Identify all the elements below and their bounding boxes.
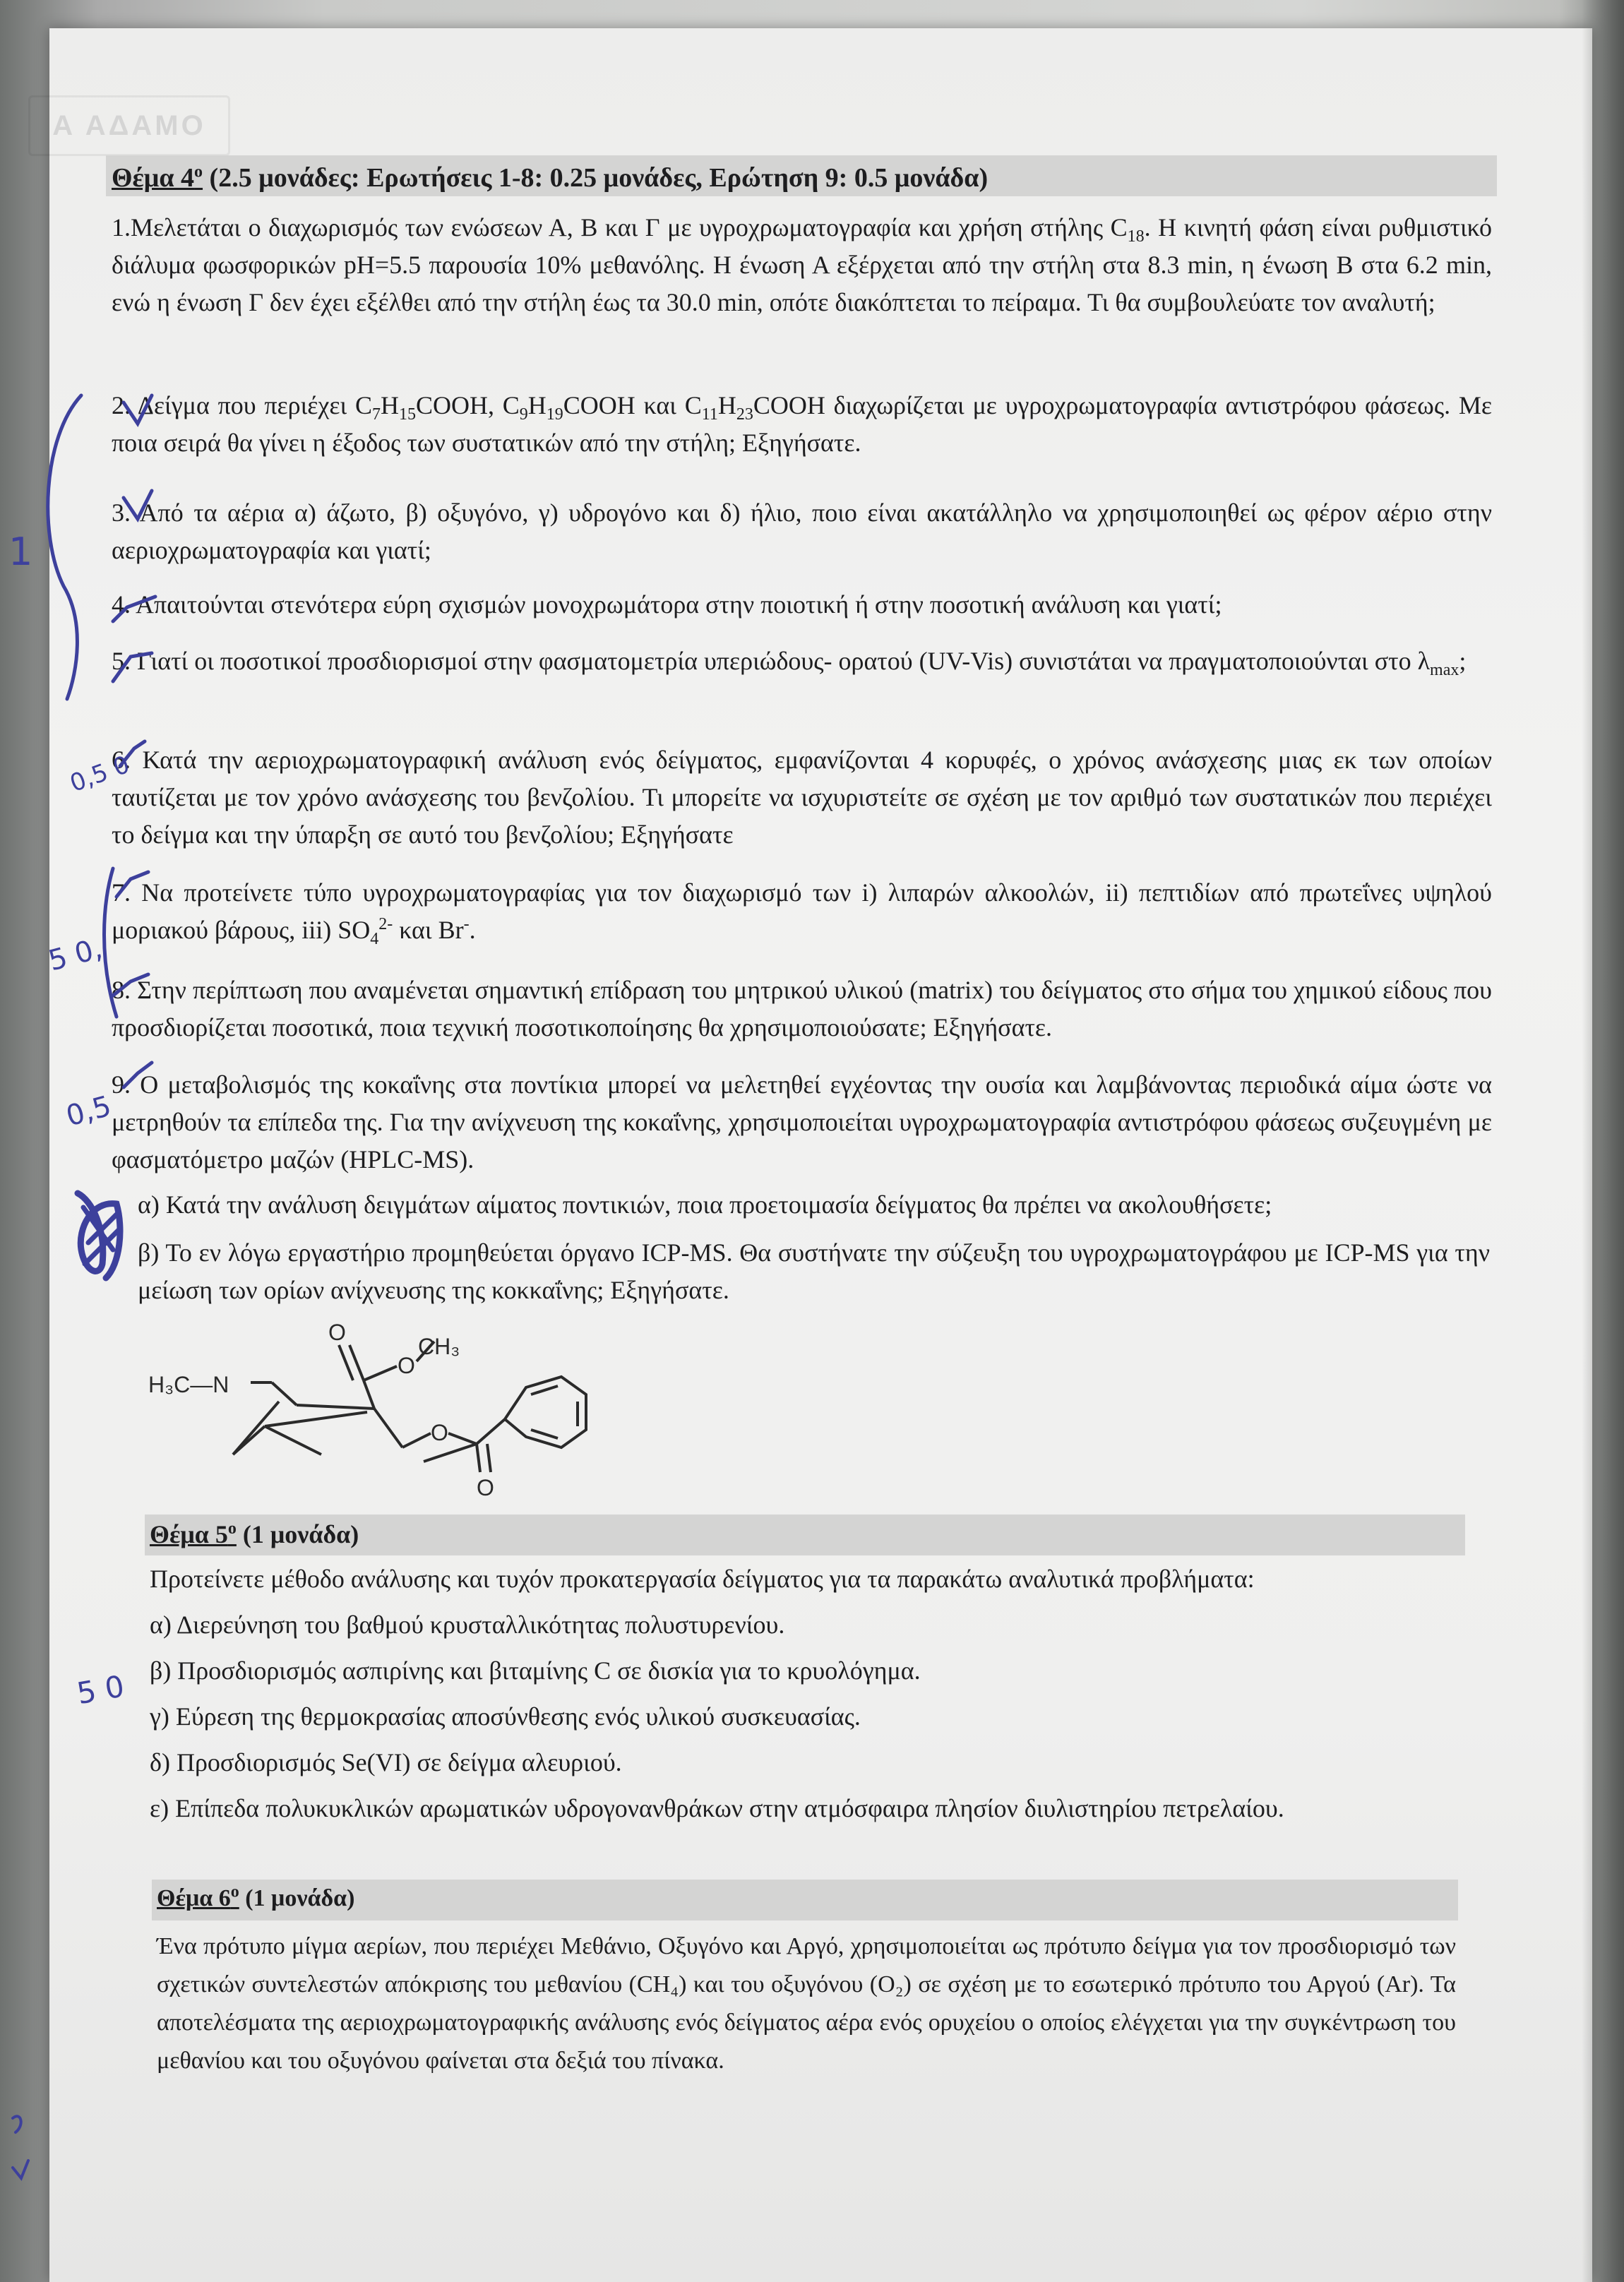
question-1: 1.Μελετάται ο διαχωρισμός των ενώσεων Α, Β και Γ με υγροχρωματογραφία και χρήση στήλης $C_{18}$. Η κινητή φάση είναι ρυθμιστικό διάλυμα φωσφορικών pH=5.5 παρουσία 10% μεθανόλης. Η ένωση Α εξέρχεται από την στήλη στα 8.3 min, η ένωση Β στα 6.2 min, ενώ η ένωση Γ δεν έχει εξέλθει από την στήλη έως τα 30.0 min, οπότε διακόπτεται το πείραμα. Τι θα συμβουλεύατε τον αναλυτή; (112, 213, 1492, 316)
topic5-item-d: δ) Προσδιορισμός Se(VI) σε δείγμα αλευριού. (150, 1748, 622, 1776)
question-8: 8. Στην περίπτωση που αναμένεται σημαντική επίδραση του μητρικού υλικού (matrix) του δείγματος στο σήμα του χημικού είδους που προσδιορίζεται ποσοτικά, ποια τεχνική ποσοτικοποίησης θα χρησιμοποιούσατε; Εξηγήσατε. (112, 976, 1492, 1041)
margin-mark-q7: 5 0, (44, 932, 106, 978)
question-5: 5. Γιατί οι ποσοτικοί προσδιορισμοί στην φασματομετρία υπεριώδους- ορατού (UV-Vis) συνιστάται να πραγματοποιούνται στο $\lambda_{max}$; (112, 647, 1467, 680)
margin-mark-q9: 0,5 (62, 1089, 115, 1133)
margin-mark-topic5: 5 0 (74, 1668, 127, 1712)
topic4-heading: Θέμα $4^o$ (2.5 μονάδες: Ερωτήσεις 1-8: 0.25 μονάδες, Ερώτηση 9: 0.5 μονάδα) (112, 162, 989, 193)
topic5-item-e: ε) Επίπεδα πολυκυκλικών αρωματικών υδρογονανθράκων στην ατμόσφαιρα πλησίον διυλιστηρίου πετρελαίου. (150, 1794, 1284, 1822)
topic5-item-b: β) Προσδιορισμός ασπιρίνης και βιταμίνης C σε δισκία για το κρυολόγημα. (150, 1656, 921, 1685)
structure-o4: O (477, 1475, 494, 1500)
structure-o2: O (398, 1353, 415, 1378)
topic5-item-c: γ) Εύρεση της θερμοκρασίας αποσύνθεσης ενός υλικού συσκευασίας. (150, 1702, 861, 1731)
margin-mark-q6: 0,5 0 (66, 750, 133, 799)
page-edge-shadow (1582, 0, 1624, 2282)
structure-label-n: H₃C—N (148, 1372, 229, 1397)
topic6-text: Ένα πρότυπο μίγμα αερίων, που περιέχει Μεθάνιο, Οξυγόνο και Αργό, χρησιμοποιείται ως πρότυπο δείγμα για τον προσδιορισμό των σχετικών συντελεστών απόκρισης του μεθανίου (CH₄) και του οξυγόνου (O₂) σε σχέση με το εσωτερικό πρότυπο του Αργού (Ar). Τα αποτελέσματα της αεριοχρωματογραφικής ανάλυσης ενός δείγματος αέρα ενός ορυχείου ο οποίος ελέγχεται για την συγκέντρωση του μεθανίου και του οξυγόνου φαίνεται στα δεξιά του πίνακα. (157, 1933, 1456, 2074)
question-4: 4. Απαιτούνται στενότερα εύρη σχισμών μονοχρωμάτορα στην ποιοτική ή στην ποσοτική ανάλυση και γιατί; (112, 590, 1222, 619)
question-9: 9. Ο μεταβολισμός της κοκαΐνης στα ποντίκια μπορεί να μελετηθεί εγχέοντας την ουσία και λαμβάνοντας περιοδικά αίμα ώστε να μετρηθούν τα επίπεδα της. Για την ανίχνευση της κοκαΐνης, χρησιμοποιείται υγροχρωματογραφία αντιστρόφου φάσεως συζευγμένη με φασματόμετρο μαζών (HPLC-MS). (112, 1070, 1492, 1173)
question-9b: β) Το εν λόγω εργαστήριο προμηθεύεται όργανο ICP-MS. Θα συστήνατε την σύζευξη του υγροχρωματογράφου με ICP-MS για την μείωση των ορίων ανίχνευσης της κοκκαΐνης; Εξηγήσατε. (138, 1238, 1490, 1304)
question-9a: α) Κατά την ανάλυση δειγμάτων αίματος ποντικιών, ποια προετοιμασία δείγματος θα πρέπει να ακολουθήσετε; (138, 1190, 1272, 1219)
topic5-heading: Θέμα $5^o$ (1 μονάδα) (150, 1519, 359, 1548)
question-7: 7. Να προτείνετε τύπο υγροχρωματογραφίας για τον διαχωρισμό των i) λιπαρών αλκοολών, ii) πεπτιδίων από πρωτεΐνες υψηλού μοριακού βάρους, iii) $SO_4^{2-}$ και Br-. (112, 878, 1492, 949)
question-6: 6. Κατά την αεριοχρωματογραφική ανάλυση ενός δείγματος, εμφανίζονται 4 κορυφές, ο χρόνος ανάσχεσης μιας εκ των οποίων ταυτίζεται με τον χρόνο ανάσχεσης του βενζολίου. Τι μπορείτε να ισχυριστείτε σε σχέση με τον αριθμό των συστατικών που περιέχει το δείγμα και την ύπαρξη σε αυτό του βενζολίου; Εξηγήσατε (112, 746, 1492, 849)
question-3: 3. Από τα αέρια α) άζωτο, β) οξυγόνο, γ) υδρογόνο και δ) ήλιο, ποιο είναι ακατάλληλο να χρησιμοποιηθεί ως φέρον αέριο στην αεριοχρωματογραφία και γιατί; (112, 498, 1492, 564)
topic5-item-a: α) Διερεύνηση του βαθμού κρυσταλλικότητας πολυστυρενίου. (150, 1611, 785, 1639)
margin-mark-1: 1 (8, 530, 33, 574)
question-2: 2. Δείγμα που περιέχει $C_7H_{15}COOH$, $C_9H_{19}COOH$ και $C_{11}H_{23}COOH$ διαχωρίζεται με υγροχρωματογραφία αντιστρόφου φάσεως. Με ποια σειρά θα γίνει η έξοδος των συστατικών από την στήλη; Εξηγήσατε. (112, 391, 1493, 457)
topic5-intro: Προτείνετε μέθοδο ανάλυσης και τυχόν προκατεργασία δείγματος για τα παρακάτω αναλυτικά προβλήματα: (150, 1565, 1255, 1593)
structure-o1: O (328, 1320, 346, 1345)
structure-label-ch3: CH₃ (418, 1334, 460, 1359)
structure-o3: O (431, 1420, 448, 1445)
topic6-heading: Θέμα $6^o$ (1 μονάδα) (157, 1882, 355, 1911)
faded-stamp: Α ΑΔΑΜΟ (28, 95, 230, 156)
